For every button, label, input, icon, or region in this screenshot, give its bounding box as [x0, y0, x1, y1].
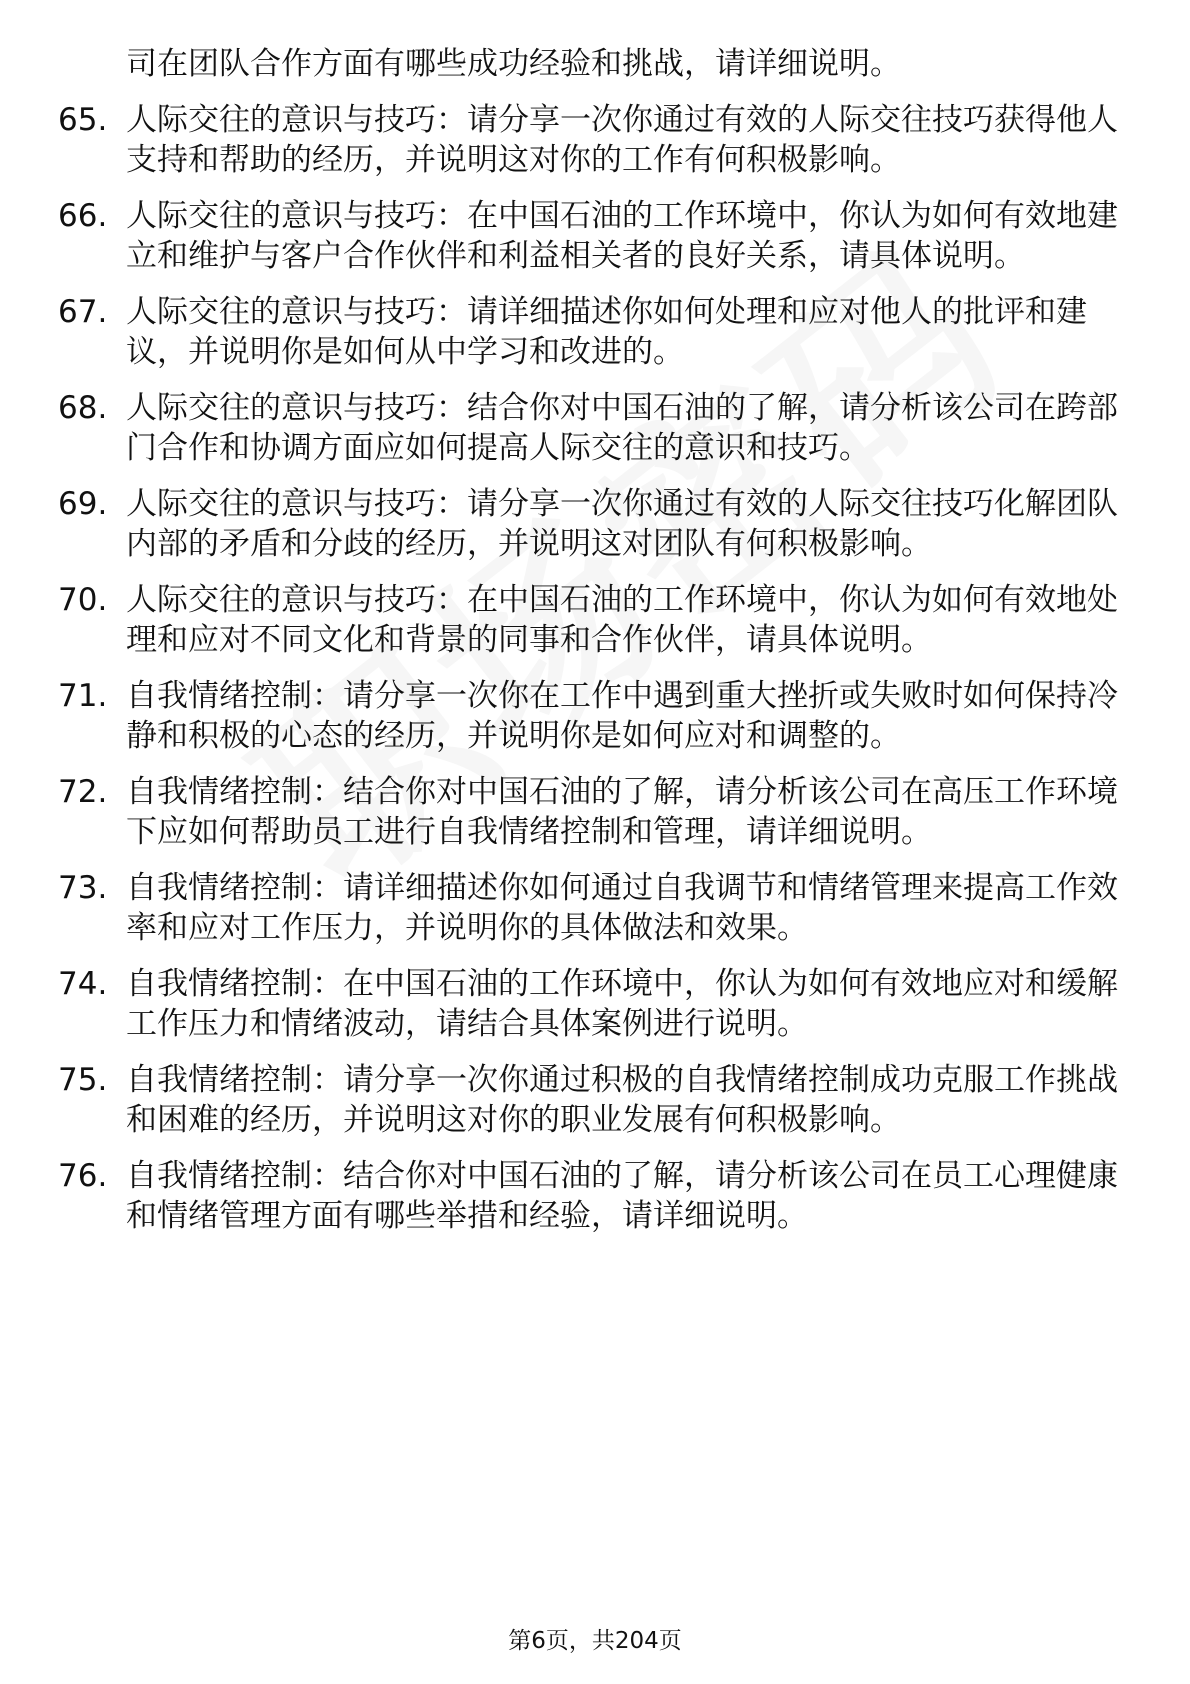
- question-item-76: [58, 1156, 1118, 1236]
- question-item-67: [58, 292, 1118, 372]
- question-text: 人际交往的意识与技巧：在中国石油的工作环境中，你认为如何有效地处理和应对不同文化和背景的同事和合作伙伴，请具体说明。: [126, 582, 1118, 658]
- question-item-70: [58, 580, 1118, 660]
- question-item-74: [58, 964, 1118, 1044]
- question-text: 人际交往的意识与技巧：请分享一次你通过有效的人际交往技巧获得他人支持和帮助的经历，并说明这对你的工作有何积极影响。: [126, 102, 1118, 178]
- question-item-66: [58, 196, 1118, 276]
- question-text: 人际交往的意识与技巧：请详细描述你如何处理和应对他人的批评和建议，并说明你是如何从中学习和改进的。: [126, 294, 1087, 370]
- question-number: 67.: [58, 294, 108, 330]
- question-item-75: [58, 1060, 1118, 1140]
- question-number: 68.: [58, 390, 108, 426]
- question-item-72: [58, 772, 1118, 852]
- question-number: 75.: [58, 1062, 108, 1098]
- question-text: 自我情绪控制：结合你对中国石油的了解，请分析该公司在高压工作环境下应如何帮助员工进行自我情绪控制和管理，请详细说明。: [126, 774, 1118, 850]
- question-number: 66.: [58, 198, 108, 234]
- page-number-label: 第6页，共204页: [508, 1628, 682, 1654]
- question-number: 76.: [58, 1158, 108, 1194]
- question-text: 人际交往的意识与技巧：结合你对中国石油的了解，请分析该公司在跨部门合作和协调方面应如何提高人际交往的意识和技巧。: [126, 390, 1118, 466]
- page-footer: [0, 1626, 1190, 1656]
- question-text: 自我情绪控制：结合你对中国石油的了解，请分析该公司在员工心理健康和情绪管理方面有哪些举措和经验，请详细说明。: [126, 1158, 1118, 1234]
- question-number: 71.: [58, 678, 108, 714]
- question-text: 人际交往的意识与技巧：请分享一次你通过有效的人际交往技巧化解团队内部的矛盾和分歧的经历，并说明这对团队有何积极影响。: [126, 486, 1118, 562]
- page-content: [58, 44, 1118, 1252]
- question-number: 70.: [58, 582, 108, 618]
- question-text: 自我情绪控制：在中国石油的工作环境中，你认为如何有效地应对和缓解工作压力和情绪波动，请结合具体案例进行说明。: [126, 966, 1118, 1042]
- question-list: [58, 100, 1118, 1236]
- question-item-65: [58, 100, 1118, 180]
- question-number: 65.: [58, 102, 108, 138]
- question-text: 人际交往的意识与技巧：在中国石油的工作环境中，你认为如何有效地建立和维护与客户合作伙伴和利益相关者的良好关系，请具体说明。: [126, 198, 1118, 274]
- continued-text: 司在团队合作方面有哪些成功经验和挑战，请详细说明。: [126, 46, 901, 82]
- question-number: 73.: [58, 870, 108, 906]
- question-text: 自我情绪控制：请分享一次你在工作中遇到重大挫折或失败时如何保持冷静和积极的心态的经历，并说明你是如何应对和调整的。: [126, 678, 1118, 754]
- question-text: 自我情绪控制：请分享一次你通过积极的自我情绪控制成功克服工作挑战和困难的经历，并说明这对你的职业发展有何积极影响。: [126, 1062, 1118, 1138]
- question-item-71: [58, 676, 1118, 756]
- question-text: 自我情绪控制：请详细描述你如何通过自我调节和情绪管理来提高工作效率和应对工作压力，并说明你的具体做法和效果。: [126, 870, 1118, 946]
- question-item-68: [58, 388, 1118, 468]
- question-item-73: [58, 868, 1118, 948]
- question-number: 72.: [58, 774, 108, 810]
- question-number: 69.: [58, 486, 108, 522]
- question-number: 74.: [58, 966, 108, 1002]
- question-item-69: [58, 484, 1118, 564]
